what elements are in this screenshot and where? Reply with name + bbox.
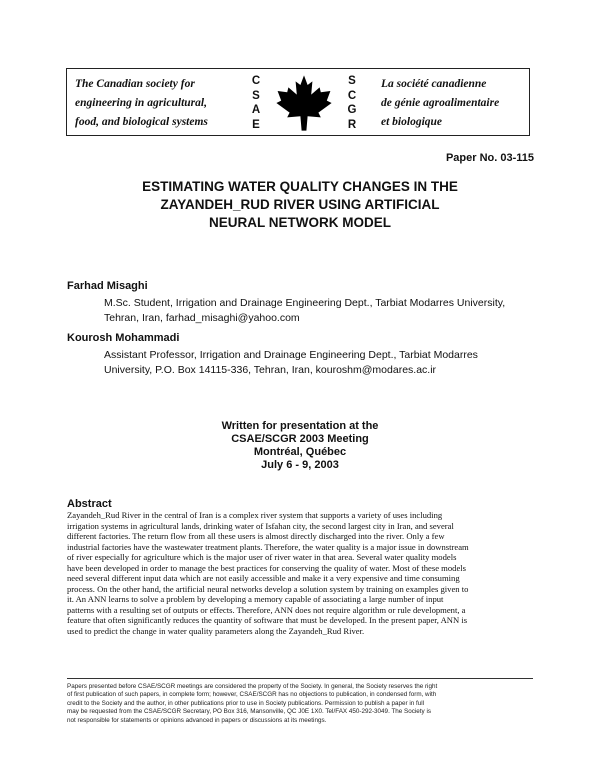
abstract-line: it. An ANN learns to solve a problem by developing a memory capable of associating a large number of input [67, 594, 444, 604]
affiliation-line: Tehran, Iran, farhad_misaghi@yahoo.com [104, 312, 300, 324]
abstract-line: patterns with a resulting set of outputs or effects. Therefore, ANN does not require algorithm or rule development, a [67, 604, 466, 615]
footnote-line: credit to the Society and the author, in other publications prior to use in Society publications. Permission to publish a paper in full [67, 699, 425, 707]
header-english-line: food, and biological systems [75, 116, 208, 128]
acronym-scgr [346, 74, 358, 132]
abstract-line: feature that often significantly reduces the quantity of software that must be developed. In the present paper, ANN is [67, 615, 468, 625]
abstract-body [67, 510, 533, 636]
presentation-line: Montréal, Québec [253, 446, 347, 458]
society-header [66, 68, 530, 136]
acronym-letter: G [347, 104, 357, 116]
footnote-line: may be requested from the CSAE/SCGR Secretary, PO Box 316, Mansonville, QC J0E 1X0. Tel/FAX 450-292-3049. The Society is [67, 708, 431, 716]
acronym-csae [250, 74, 262, 132]
acronym-letter: E [252, 118, 260, 131]
header-english-line: The Canadian society for [75, 78, 195, 90]
header-english-line: engineering in agricultural, [75, 97, 207, 109]
presentation-line: Written for presentation at the [221, 420, 379, 432]
abstract-line: industrial factories have the wastewater treatment plants. Therefore, the water quality is a major issue in downstream [67, 541, 469, 552]
header-french-name [381, 75, 531, 132]
abstract-line: used to predict the change in water quality parameters along the Zayandeh_Rud River. [67, 625, 365, 636]
header-french-line: La société canadienne [381, 78, 487, 90]
author-name: Farhad Misaghi [67, 280, 148, 292]
acronym-letter: C [251, 75, 261, 87]
abstract-line: irrigation systems in agricultural lands, drinking water of Isfahan city, the second largest city in Iran, and several [67, 520, 454, 531]
presentation-line: July 6 - 9, 2003 [261, 459, 339, 471]
title-line: ESTIMATING WATER QUALITY CHANGES IN THE [142, 179, 458, 194]
author-affiliation [104, 348, 534, 378]
abstract-line: Zayandeh_Rud River in the central of Iran is a complex river system that supports a variety of uses including [67, 510, 443, 520]
abstract-line: need several different input data which are not easily accessible and make it a very expensive and time consuming [67, 573, 460, 583]
acronym-letter: S [348, 75, 356, 87]
paper-title [60, 178, 540, 232]
abstract-line: different factories. The return flow from all these users is almost directly discharged into the river. Only a few [67, 531, 445, 541]
author-name: Kourosh Mohammadi [67, 332, 180, 344]
abstract-line: have been developed in order to manage the best practices for conserving the quality of water. Most of these models [67, 562, 467, 573]
footnote-line: not responsible for statements or opinions advanced in papers or discussions at its meetings. [67, 716, 327, 724]
acronym-letter: A [251, 104, 261, 116]
header-french-line: et biologique [381, 116, 443, 128]
acronym-letter: R [347, 118, 357, 131]
affiliation-line: M.Sc. Student, Irrigation and Drainage Engineering Dept., Tarbiat Modarres University, [104, 297, 506, 309]
header-french-line: de génie agroalimentaire [381, 97, 500, 109]
author-affiliation [104, 296, 534, 326]
footnote-divider [67, 678, 533, 679]
presentation-line: CSAE/SCGR 2003 Meeting [231, 433, 369, 445]
abstract-line: of river especially for agriculture which is the major user of river water in that area. Several water quality models [67, 552, 457, 562]
acronym-letter: S [252, 89, 260, 102]
presentation-info [100, 420, 500, 472]
maple-leaf-icon [274, 73, 334, 133]
title-line: NEURAL NETWORK MODEL [209, 215, 391, 230]
paper-number: Paper No. 03-115 [445, 152, 534, 164]
header-english-name [75, 75, 235, 132]
abstract-heading: Abstract [67, 498, 112, 510]
footnote-line: Papers presented before CSAE/SCGR meetings are considered the property of the Society. In general, the Society reserves the right [67, 683, 438, 690]
abstract-line: process. On the other hand, the artificial neural networks develop a solution system by training on examples given to [67, 583, 469, 594]
footnote-line: of first publication of such papers, in complete form; however, CSAE/SCGR has no objections to publication, in condensed form, with [67, 691, 437, 699]
affiliation-line: University, P.O. Box 14115-336, Tehran, Iran, kouroshm@modares.ac.ir [104, 364, 437, 376]
acronym-letter: C [347, 89, 357, 102]
title-line: ZAYANDEH_RUD RIVER USING ARTIFICIAL [160, 197, 440, 212]
affiliation-line: Assistant Professor, Irrigation and Drainage Engineering Dept., Tarbiat Modarres [104, 349, 478, 361]
footnote [67, 683, 533, 725]
